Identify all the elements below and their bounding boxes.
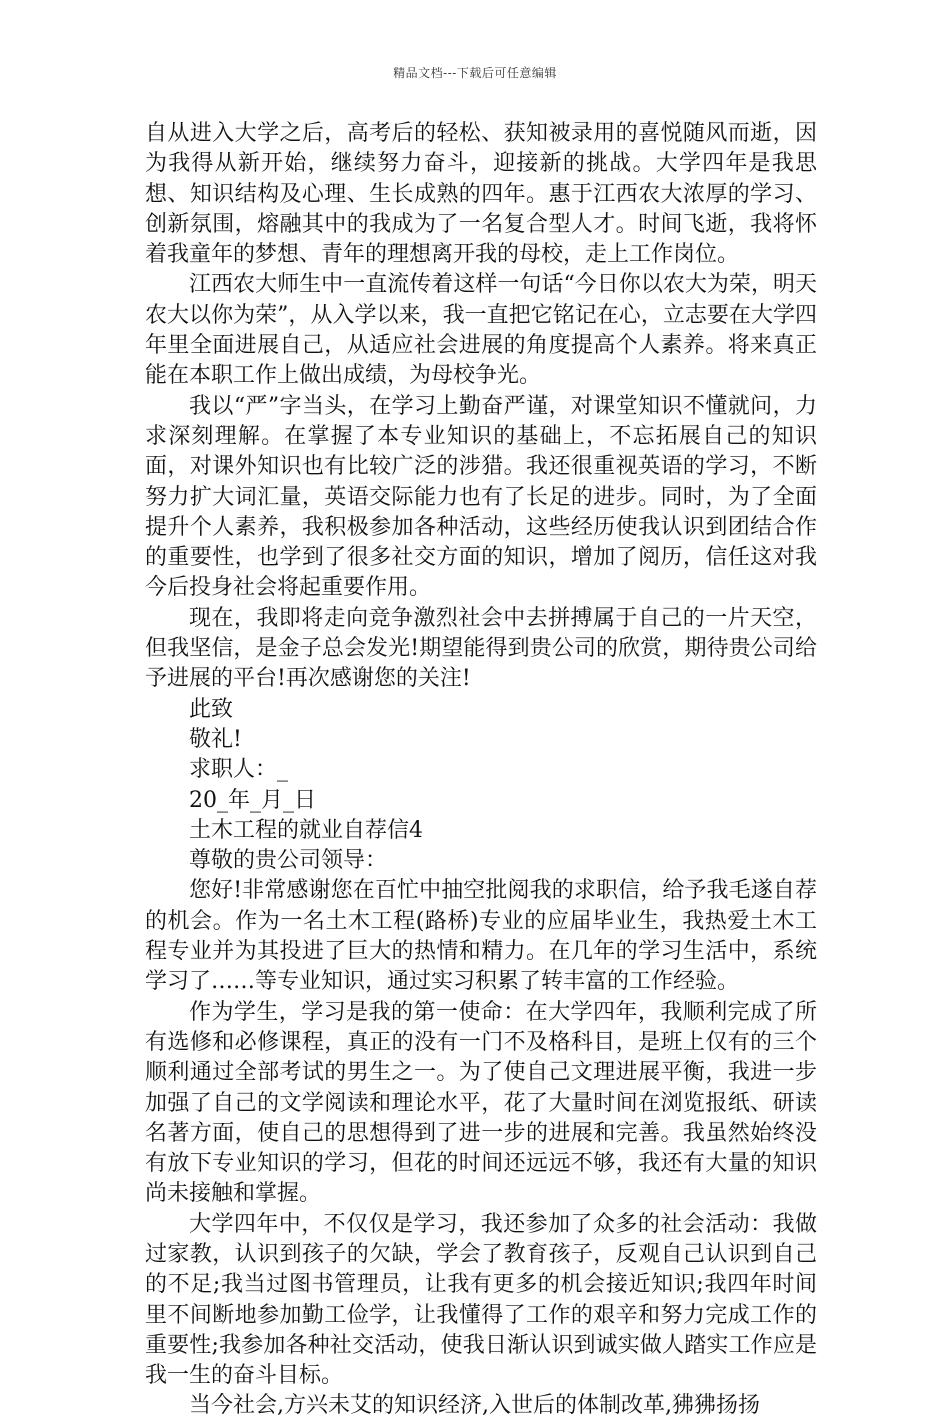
paragraph-motto: 江西农大师生中一直流传着这样一句话“今日你以农大为荣，明天农大以你为荣”，从入学以来，我一直把它铭记在心，立志要在大学四年里全面进展自己，从适应社会进展的角度提高个人素养。将来真正能在本职工作上做出成绩，为母校争光。 — [145, 272, 817, 389]
applicant-signature: 求职人：_ — [189, 757, 289, 783]
paragraph-activities: 大学四年中，不仅仅是学习，我还参加了众多的社会活动：我做过家教，认识到孩子的欠缺，学会了教育孩子，反观自己认识到自己的不足;我当过图书管理员，让我有更多的机会接近知识;我四年时间里不间断地参加勤工俭学，让我懂得了工作的艰辛和努力完成工作的重要性;我参加各种社交活动，使我日渐认识到诚实做人踏实工作应是我一生的奋斗目标。 — [145, 1211, 817, 1389]
letter-body — [145, 119, 817, 1422]
letter-greeting: 尊敬的贵公司领导： — [189, 848, 388, 874]
salutation-jingli: 敬礼! — [189, 726, 242, 752]
paragraph-society: 当今社会,方兴未艾的知识经济,入世后的体制改革,狒狒扬扬 — [189, 1393, 760, 1419]
paragraph-opening: 您好!非常感谢您在百忙中抽空批阅我的求职信，给予我毛遂自荐的机会。作为一名土木工程(路桥)专业的应届毕业生，我热爱土木工程专业并为其投进了巨大的热情和精力。在几年的学习生活中，系统学习了……等专业知识，通过实习积累了转丰富的工作经验。 — [145, 878, 817, 995]
paragraph-intro: 自从进入大学之后，高考后的轻松、获知被录用的喜悦随风而逝，因为我得从新开始，继续努力奋斗，迎接新的挑战。大学四年是我思想、知识结构及心理、生长成熟的四年。惠于江西农大浓厚的学习、创新氛围，熔融其中的我成为了一名复合型人才。时间飞逝，我将怀着我童年的梦想、青年的理想离开我的母校，走上工作岗位。 — [145, 121, 817, 268]
paragraph-closing: 现在，我即将走向竞争激烈社会中去拼搏属于自己的一片天空，但我坚信，是金子总会发光!期望能得到贵公司的欣赏，期待贵公司给予进展的平台!再次感谢您的关注! — [145, 605, 817, 692]
paragraph-student: 作为学生，学习是我的第一使命：在大学四年，我顺利完成了所有选修和必修课程，真正的没有一门不及格科目，是班上仅有的三个顺利通过全部考试的男生之一。为了使自己文理进展平衡，我进一步加强了自己的文学阅读和理论水平，花了大量时间在浏览报纸、研读名著方面，使自己的思想得到了进一步的进展和完善。我虽然始终没有放下专业知识的学习，但花的时间还远远不够，我还有大量的知识尚未接触和掌握。 — [145, 999, 817, 1207]
salutation-cizhi: 此致 — [189, 696, 234, 722]
letter-date: 20_年_月_日 — [189, 787, 316, 813]
section-title: 土木工程的就业自荐信4 — [189, 817, 423, 843]
page-header: 精品文档---下载后可任意编辑 — [393, 66, 557, 80]
paragraph-study: 我以“严”字当头，在学习上勤奋严谨，对课堂知识不懂就问，力求深刻理解。在掌握了本专业知识的基础上，不忘拓展自己的知识面，对课外知识也有比较广泛的涉猎。我还很重视英语的学习，不断努力扩大词汇量，英语交际能力也有了长足的进步。同时，为了全面提升个人素养，我积极参加各种活动，这些经历使我认识到团结合作的重要性，也学到了很多社交方面的知识，增加了阅历，信任这对我今后投身社会将起重要作用。 — [145, 393, 817, 601]
